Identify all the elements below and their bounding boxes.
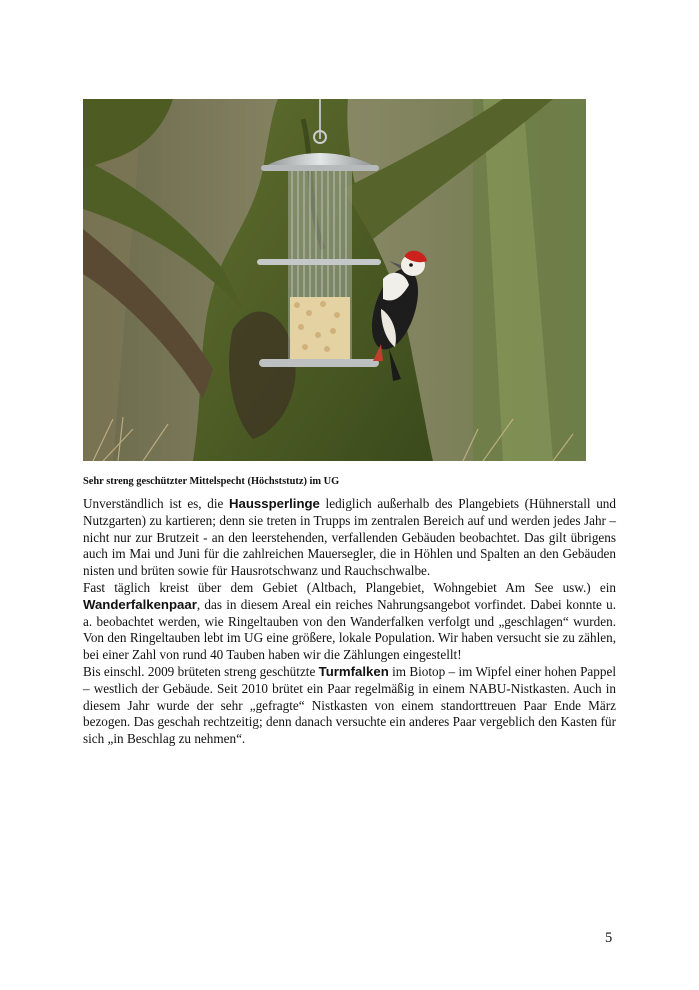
page-number: 5 — [605, 930, 613, 946]
text-run: Bis einschl. 2009 brüteten streng geschützte — [83, 663, 319, 679]
paragraph-wanderfalken — [83, 580, 616, 664]
text-run: lediglich außerhalb des Plangebiets (Hühnerstall und Nutzgarten) zu kartieren; denn sie treten in Trupps im zentralen Bereich auf und werden jedes Jahr – nicht nur zur Brutzeit - an den leerstehenden, verfallenden Gebäuden beobachtet. Das gilt übrigens auch im Mai und Juni für die zahlreichen Mauersegler, die in Höhlen und Spalten an den Gebäuden nisten und brüten sowie für Hausrotschwanz und Rauchschwalbe. — [83, 496, 616, 579]
woodpecker-feeder-photo — [83, 99, 586, 461]
highlight-haussperlinge: Haussperlinge — [229, 496, 320, 511]
paragraph-haussperlinge — [83, 496, 616, 580]
paragraph-turmfalken — [83, 664, 616, 748]
body-text — [83, 496, 616, 748]
text-run: im Biotop – im Wipfel einer hohen Pappel – westlich der Gebäude. Seit 2010 brütet ein Paar regelmäßig in einem NABU-Nistkasten. Auch in diesem Jahr wurde der sehr „gefragte“ Nistkasten von einem standorttreuen Paar Ende März bezogen. Das geschah rechtzeitig; denn danach versuchte ein anderes Paar vergeblich den Kasten für sich „in Beschlag zu nehmen“. — [83, 663, 616, 747]
text-run: Unverständlich ist es, die — [83, 496, 230, 511]
figure-caption: Sehr streng geschützter Mittelspecht (Höchststutz) im UG — [83, 476, 340, 487]
text-run: Fast täglich kreist über dem Gebiet (Altbach, Plangebiet, Wohngebiet Am See usw.) ein — [83, 579, 616, 595]
highlight-wanderfalkenpaar: Wanderfalkenpaar — [83, 596, 197, 612]
highlight-turmfalken: Turmfalken — [318, 663, 389, 679]
text-run: , das in diesem Areal ein reiches Nahrungsangebot vorfindet. Dabei konnte u. a. beobachtet werden, wie Ringeltauben von den Wanderfalken verfolgt und „geschlagen“ wurden. Von den Ringeltauben lebt im UG eine größere, lokale Population. Wir haben versucht sie zu zählen, bei einer Zahl von rund 40 Tauben haben wir die Zählungen eingestellt! — [83, 596, 616, 663]
